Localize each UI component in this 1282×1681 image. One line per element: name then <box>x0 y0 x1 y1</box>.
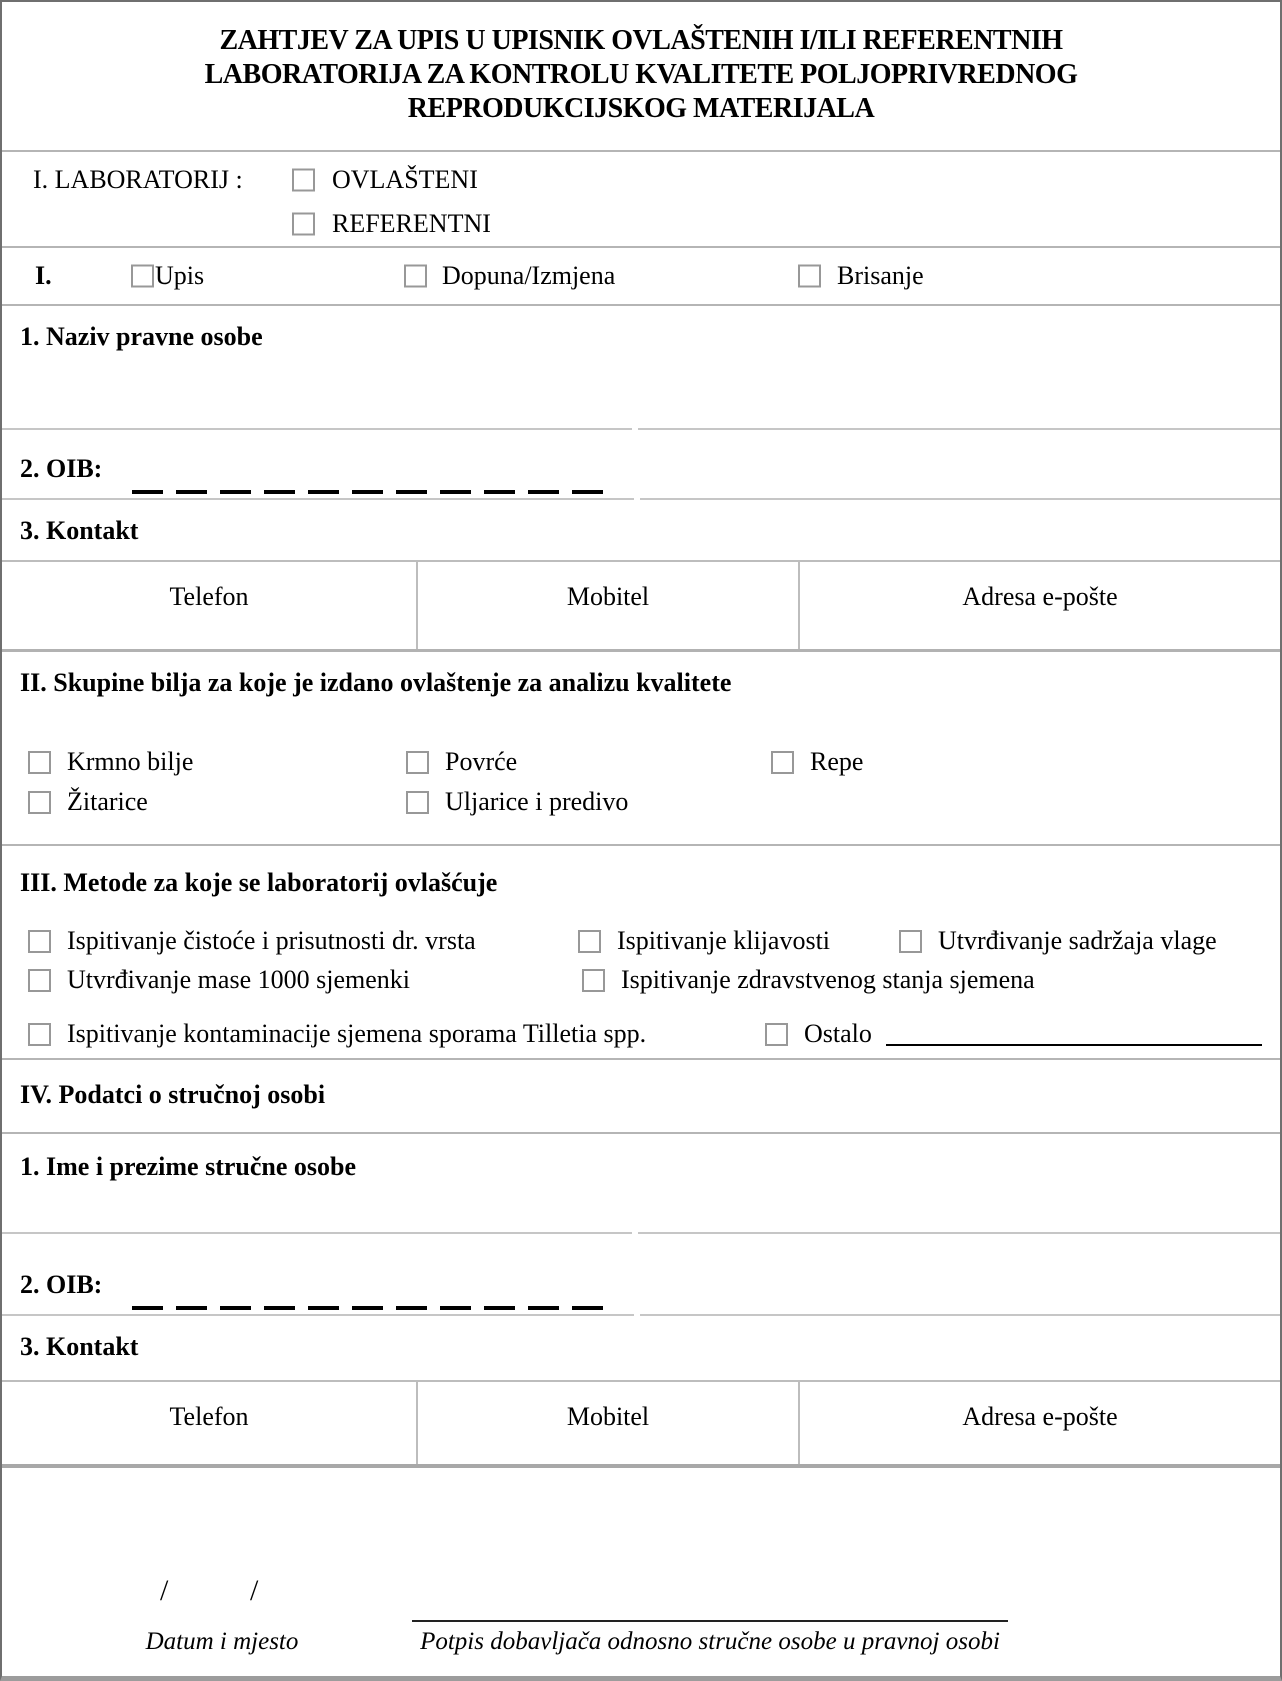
laboratorij-label: I. LABORATORIJ : <box>33 165 243 194</box>
checkbox-ostalo[interactable] <box>765 1023 788 1046</box>
checkbox-klijavost[interactable] <box>578 930 601 953</box>
signature-line[interactable] <box>412 1620 1008 1622</box>
oib-digit-slot[interactable] <box>264 1306 295 1310</box>
legal-oib-row <box>2 454 1280 500</box>
label-klijavost: Ispitivanje klijavosti <box>617 926 831 955</box>
option-krmno-bilje <box>28 747 193 777</box>
date-slash-1[interactable]: / <box>160 1574 169 1607</box>
legal-name-fill-area <box>2 354 1280 430</box>
form-title-line2: LABORATORIJA ZA KONTROLU KVALITETE POLJOPRIVREDNOG <box>204 59 1078 90</box>
expert-oib-label: 2. OIB: <box>20 1270 103 1299</box>
oib-digit-slot[interactable] <box>484 490 515 494</box>
expert-oib-input[interactable] <box>132 1306 616 1310</box>
section-divider <box>2 844 1280 846</box>
legal-contact-table <box>2 560 1280 652</box>
label-kontaminacija: Ispitivanje kontaminacije sjemena sporama Tilletia spp. <box>67 1019 647 1048</box>
form-title <box>2 2 1280 126</box>
option-masa-1000 <box>28 965 410 995</box>
cell-underline <box>2 1314 634 1316</box>
column-header-email: Adresa e-pošte <box>962 582 1118 611</box>
date-place-caption: Datum i mjesto <box>145 1628 299 1655</box>
checkbox-povrce[interactable] <box>406 751 429 774</box>
oib-digit-slot[interactable] <box>396 490 427 494</box>
label-zdravstveno-stanje: Ispitivanje zdravstvenog stanja sjemena <box>621 965 1035 994</box>
legal-contact-cell-email[interactable] <box>798 562 1280 649</box>
methods-row3 <box>2 1014 1280 1054</box>
checkbox-kontaminacija[interactable] <box>28 1023 51 1046</box>
legal-contact-cell-mobitel[interactable] <box>416 562 798 649</box>
methods-row1 <box>2 922 1280 960</box>
checkbox-zitarice[interactable] <box>28 791 51 814</box>
checkbox-masa-1000[interactable] <box>28 969 51 992</box>
request-type-row <box>2 248 1280 304</box>
expert-contact-label: 3. Kontakt <box>20 1332 139 1361</box>
option-povrce <box>406 747 517 777</box>
oib-digit-slot[interactable] <box>308 490 339 494</box>
column-header-email: Adresa e-pošte <box>962 1402 1118 1431</box>
column-header-mobitel: Mobitel <box>566 1402 650 1431</box>
oib-digit-slot[interactable] <box>528 1306 559 1310</box>
cell-underline <box>640 1314 1280 1316</box>
legal-name-input-left[interactable] <box>2 354 632 430</box>
form-title-line3: REPRODUKCIJSKOG MATERIJALA <box>407 93 875 124</box>
checkbox-zdravstveno-stanje[interactable] <box>582 969 605 992</box>
oib-digit-slot[interactable] <box>440 1306 471 1310</box>
label-masa-1000: Utvrđivanje mase 1000 sjemenki <box>67 965 410 994</box>
laboratorij-row-ovlasteni <box>2 158 1280 202</box>
plant-groups-heading: II. Skupine bilja za koje je izdano ovlaštenje za analizu kvalitete <box>20 668 732 697</box>
label-brisanje: Brisanje <box>837 261 924 290</box>
expert-oib-row <box>2 1270 1280 1316</box>
plant-groups-row2 <box>2 782 1280 822</box>
legal-oib-label: 2. OIB: <box>20 454 103 483</box>
checkbox-vlaga[interactable] <box>899 930 922 953</box>
expert-name-label: 1. Ime i prezime stručne osobe <box>20 1152 357 1181</box>
option-klijavost <box>578 926 830 956</box>
checkbox-referentni[interactable] <box>292 213 315 236</box>
checkbox-krmno-bilje[interactable] <box>28 751 51 774</box>
column-header-mobitel: Mobitel <box>566 582 650 611</box>
option-zdravstveno-stanje <box>582 965 1035 995</box>
oib-digit-slot[interactable] <box>176 490 207 494</box>
checkbox-cistoca[interactable] <box>28 930 51 953</box>
label-vlaga: Utvrđivanje sadržaja vlage <box>938 926 1217 955</box>
option-kontaminacija <box>28 1019 646 1049</box>
label-povrce: Povrće <box>445 747 518 776</box>
legal-name-label: 1. Naziv pravne osobe <box>20 322 263 351</box>
expert-name-fill-area <box>2 1184 1280 1234</box>
label-uljarice: Uljarice i predivo <box>445 787 629 816</box>
section-divider <box>2 304 1280 306</box>
expert-name-input-left[interactable] <box>2 1184 632 1234</box>
label-repe: Repe <box>810 747 864 776</box>
label-zitarice: Žitarice <box>67 787 148 816</box>
expert-name-input-right[interactable] <box>638 1184 1280 1234</box>
cell-underline <box>640 498 1280 500</box>
label-ovlasteni: OVLAŠTENI <box>332 165 478 194</box>
signature-caption: Potpis dobavljača odnosno stručne osobe u pravnoj osobi <box>420 1628 1000 1655</box>
form-title-line1: ZAHTJEV ZA UPIS U UPISNIK OVLAŠTENIH I/ILI REFERENTNIH <box>219 25 1063 56</box>
section-divider <box>2 1058 1280 1060</box>
checkbox-repe[interactable] <box>771 751 794 774</box>
oib-digit-slot[interactable] <box>176 1306 207 1310</box>
oib-digit-slot[interactable] <box>440 490 471 494</box>
oib-digit-slot[interactable] <box>220 490 251 494</box>
laboratorij-row-referentni <box>2 202 1280 246</box>
signature-footer <box>2 1468 1280 1681</box>
oib-digit-slot[interactable] <box>396 1306 427 1310</box>
label-cistoca: Ispitivanje čistoće i prisutnosti dr. vrsta <box>67 926 476 955</box>
label-ostalo: Ostalo <box>804 1019 872 1048</box>
section-divider <box>2 150 1280 152</box>
cell-underline <box>2 498 634 500</box>
option-zitarice <box>28 787 148 817</box>
checkbox-uljarice[interactable] <box>406 791 429 814</box>
methods-heading: III. Metode za koje se laboratorij ovlašćuje <box>20 868 498 897</box>
option-repe <box>771 747 863 777</box>
column-header-telefon: Telefon <box>169 582 249 611</box>
oib-digit-slot[interactable] <box>528 490 559 494</box>
plant-groups-row1 <box>2 742 1280 782</box>
methods-row2 <box>2 960 1280 1000</box>
oib-digit-slot[interactable] <box>132 1306 163 1310</box>
label-krmno-bilje: Krmno bilje <box>67 747 194 776</box>
option-cistoca <box>28 926 476 956</box>
oib-digit-slot[interactable] <box>264 490 295 494</box>
checkbox-dopuna-izmjena[interactable] <box>404 265 427 288</box>
expert-contact-table <box>2 1380 1280 1468</box>
oib-digit-slot[interactable] <box>352 490 383 494</box>
section-divider <box>2 1132 1280 1134</box>
legal-oib-input[interactable] <box>132 490 616 494</box>
legal-name-input-right[interactable] <box>638 354 1280 430</box>
option-vlaga <box>899 926 1217 956</box>
oib-digit-slot[interactable] <box>572 1306 603 1310</box>
oib-digit-slot[interactable] <box>484 1306 515 1310</box>
expert-contact-cell-telefon[interactable] <box>2 1382 416 1464</box>
label-upis: Upis <box>155 261 205 290</box>
oib-digit-slot[interactable] <box>572 490 603 494</box>
oib-digit-slot[interactable] <box>352 1306 383 1310</box>
label-referentni: REFERENTNI <box>332 209 491 238</box>
option-ostalo <box>765 1019 872 1049</box>
expert-heading: IV. Podatci o stručnoj osobi <box>20 1080 326 1109</box>
request-type-label: I. <box>35 261 52 290</box>
expert-contact-cell-mobitel[interactable] <box>416 1382 798 1464</box>
legal-contact-cell-telefon[interactable] <box>2 562 416 649</box>
column-header-telefon: Telefon <box>169 1402 249 1431</box>
checkbox-brisanje[interactable] <box>798 265 821 288</box>
checkbox-upis[interactable] <box>131 265 154 288</box>
ostalo-input-line[interactable] <box>886 1044 1262 1046</box>
oib-digit-slot[interactable] <box>308 1306 339 1310</box>
oib-digit-slot[interactable] <box>132 490 163 494</box>
date-slash-2[interactable]: / <box>250 1574 259 1607</box>
option-uljarice <box>406 787 628 817</box>
oib-digit-slot[interactable] <box>220 1306 251 1310</box>
label-dopuna-izmjena: Dopuna/Izmjena <box>442 261 616 290</box>
checkbox-ovlasteni[interactable] <box>292 169 315 192</box>
legal-contact-label: 3. Kontakt <box>20 516 139 545</box>
expert-contact-cell-email[interactable] <box>798 1382 1280 1464</box>
